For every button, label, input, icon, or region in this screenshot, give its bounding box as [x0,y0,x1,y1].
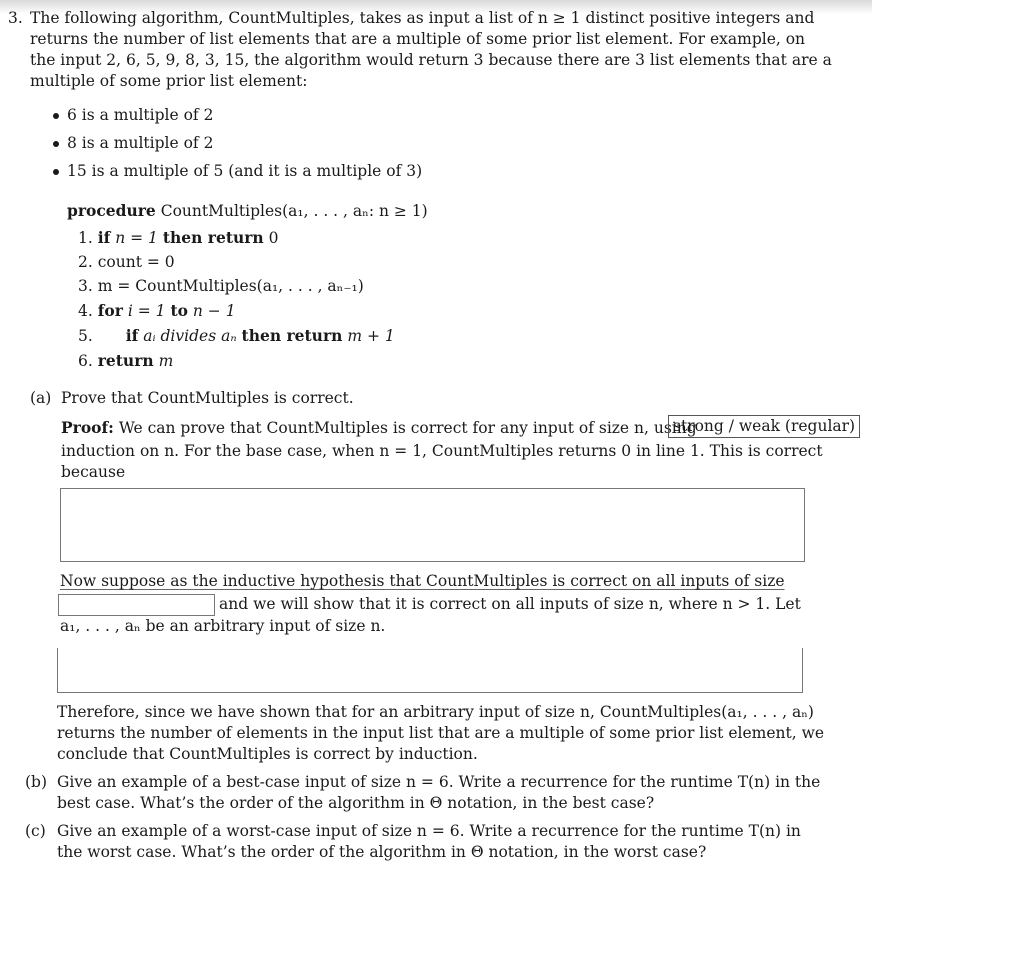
algo-line-4 [78,300,236,322]
algo-line-3 [78,276,364,297]
proof-text: We can prove that CountMultiples is correct for any input of size n, using [118,419,697,437]
part-a-label: (a) [30,389,52,407]
keyword: for [97,301,123,320]
ih-size-answer-box[interactable] [58,594,215,616]
part-a-prompt: Prove that CountMultiples is correct. [61,389,354,407]
procedure-signature: CountMultiples(a₁, . . . , aₙ: n ≥ 1) [160,202,428,220]
line-number: 4. [78,302,93,320]
line-text: m = CountMultiples(a₁, . . . , aₙ₋₁) [97,277,364,295]
line-number: 3. [78,277,93,295]
bullet-dot [53,169,59,175]
keyword: then return [241,326,343,345]
keyword: to [170,301,188,320]
intro-line-4: multiple of some prior list element: [30,72,308,90]
part-b-line-1: Give an example of a best-case input of size n = 6. Write a recurrence for the runtime T(n) in the [57,773,821,791]
proof-label: Proof: [61,418,114,437]
keyword: if [97,228,111,247]
line-number: 6. [78,352,93,370]
algo-line-2 [78,252,175,273]
inductive-step-answer-box[interactable] [57,648,803,693]
ih-line-3: a₁, . . . , aₙ be an arbitrary input of size n. [60,617,386,635]
line-text: aᵢ divides aₙ [138,327,242,345]
procedure-header [67,200,428,222]
bullet-item: 15 is a multiple of 5 (and it is a multiple of 3) [67,162,423,180]
bullet-item: 8 is a multiple of 2 [67,134,214,152]
line-number: 5. [78,327,93,345]
intro-line-2: returns the number of list elements that are a multiple of some prior list element. For example, on [30,30,806,48]
conclusion-line-2: returns the number of elements in the input list that are a multiple of some prior list element, we [57,724,825,742]
proof-line-1 [61,417,697,439]
proof-line-2: induction on n. For the base case, when n = 1, CountMultiples returns 0 in line 1. This is correct [61,442,823,460]
problem-number: 3. [8,9,23,27]
ih-line-2: and we will show that it is correct on all inputs of size n, where n > 1. Let [219,595,801,613]
line-text: n = 1 [110,229,163,247]
conclusion-line-1: Therefore, since we have shown that for an arbitrary input of size n, CountMultiples(a₁, . . . , aₙ) [57,703,814,721]
line-text: n − 1 [187,302,236,320]
line-number: 1. [78,229,93,247]
line-text: 0 [263,229,279,247]
algo-line-1 [78,227,279,249]
keyword: return [97,351,154,370]
line-text: m + 1 [342,327,395,345]
proof-line-3: because [61,463,126,481]
line-text: count = 0 [97,253,175,271]
algo-line-5 [78,325,395,347]
line-text: i = 1 [122,302,171,320]
ih-line-1: Now suppose as the inductive hypothesis that CountMultiples is correct on all inputs of size [60,572,785,590]
induction-choice-box[interactable]: strong / weak (regular) [668,415,860,438]
bullet-item: 6 is a multiple of 2 [67,106,214,124]
intro-line-3: the input 2, 6, 5, 9, 8, 3, 15, the algorithm would return 3 because there are 3 list elements that are a [30,51,832,69]
part-b-line-2: best case. What’s the order of the algorithm in Θ notation, in the best case? [57,794,655,812]
procedure-keyword: procedure [67,201,156,220]
part-b-label: (b) [25,773,48,791]
bullet-dot [53,113,59,119]
keyword: if [125,326,139,345]
bullet-dot [53,141,59,147]
line-number: 2. [78,253,93,271]
part-c-line-1: Give an example of a worst-case input of size n = 6. Write a recurrence for the runtime T(n) in [57,822,801,840]
keyword: then return [162,228,264,247]
intro-line-1: The following algorithm, CountMultiples, takes as input a list of n ≥ 1 distinct positive integers and [30,9,815,27]
base-case-answer-box[interactable] [60,488,805,562]
part-c-line-2: the worst case. What’s the order of the algorithm in Θ notation, in the worst case? [57,843,707,861]
part-c-label: (c) [25,822,46,840]
algo-line-6 [78,350,173,372]
line-text: m [153,352,174,370]
conclusion-line-3: conclude that CountMultiples is correct by induction. [57,745,478,763]
